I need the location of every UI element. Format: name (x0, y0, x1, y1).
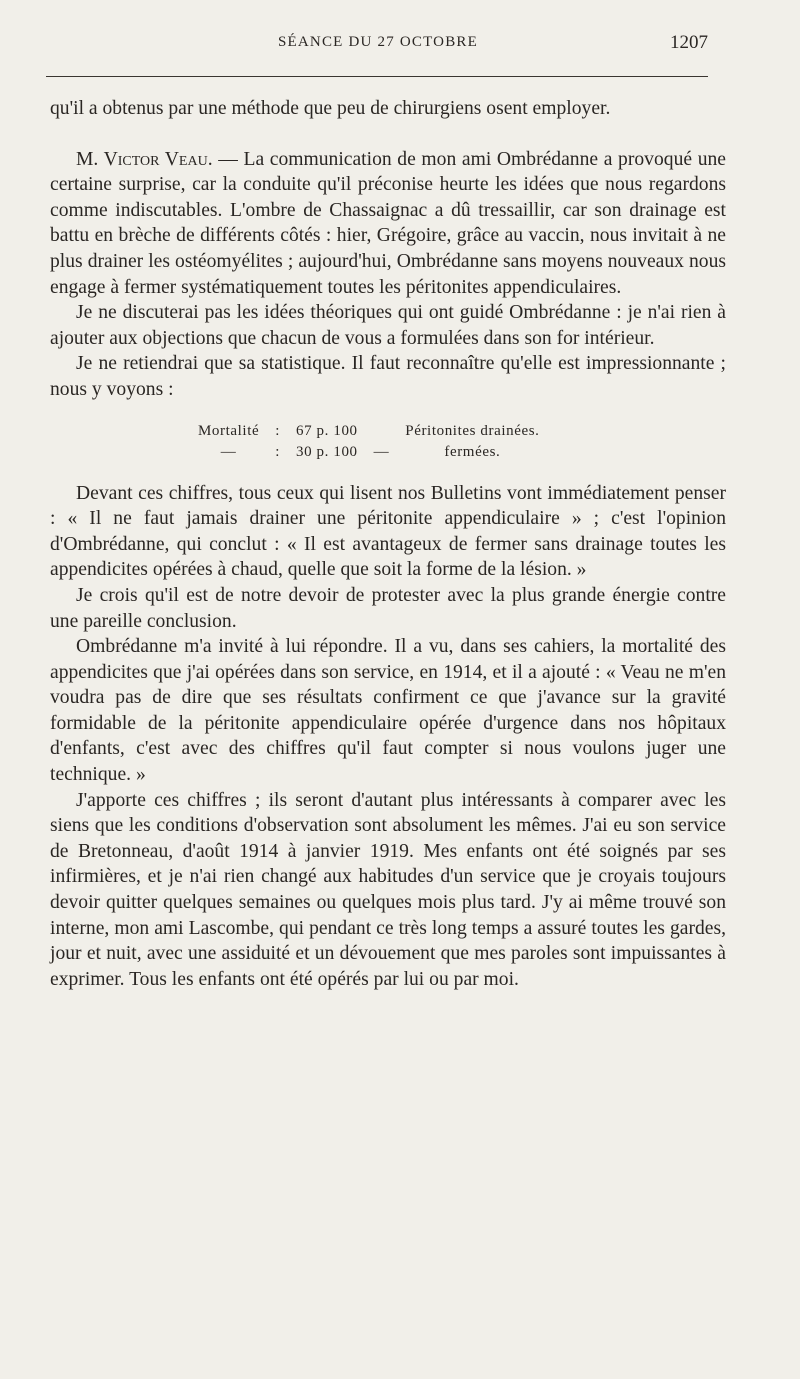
paragraph: qu'il a obtenus par une méthode que peu de chirurgiens osent employer. (50, 98, 611, 119)
paragraph: J'apporte ces chiffres ; ils seront d'autant plus intéressants à comparer avec les siens que les conditions d'observation sont absolument les mêmes. J'ai eu son service de Bretonneau, d'août 1914 à janvier 1919. Mes enfants ont été soignés par ses infirmières, et je n'ai rien changé aux habitudes d'un service que je croyais toujours devoir quitter quelques semaines ou quelques mois plus tard. J'y ai même trouvé son interne, mon ami Lascombe, qui pendant ce très long temps a assuré toutes les gardes, jour et nuit, avec une assiduité et un dévouement que mes paroles sont impuissantes à exprimer. Tous les enfants ont été opérés par lui ou par moi. (50, 789, 726, 990)
stat-label: Mortalité (198, 422, 260, 439)
stat-category: Péritonites drainées. (405, 422, 540, 439)
paragraph-text: — La communication de mon ami Ombrédanne a provoqué une certaine surprise, car la conduite qu'il préconise heurte les idées que nous regardons comme indiscutables. L'ombre de Chassaignac a dû tressaillir, car son drainage est battu en brèche de différents côtés : hier, Grégoire, grâce au vaccin, nous invitait à ne plus drainer les ostéomyélites ; aujourd'hui, Ombrédanne sans moyens nouveaux nous engage à fermer systématiquement toutes les péritonites appendiculaires. (50, 148, 726, 298)
paragraph: Devant ces chiffres, tous ceux qui lisent nos Bulletins vont immédiatement penser : « Il ne faut jamais drainer une péritonite appendiculaire » ; c'est l'opinion d'Ombrédanne, qui conclut : « Il est avantageux de fermer sans drainage toutes les appendicites opérées à chaud, quelle que soit la forme de la lésion. » (50, 482, 726, 581)
table-row (190, 421, 548, 442)
body-text (50, 96, 726, 992)
paragraph: Je ne retiendrai que sa statistique. Il faut reconnaître qu'elle est impressionnante ; nous y voyons : (50, 353, 726, 400)
paragraph-veau (50, 147, 726, 301)
speaker-name: M. Victor Veau. (76, 148, 213, 170)
stat-value: 30 p. 100 (296, 443, 358, 460)
stat-dash: — (373, 443, 390, 460)
stat-value: 67 p. 100 (296, 422, 358, 439)
stat-dash (366, 421, 398, 442)
stat-colon: : (275, 443, 280, 460)
stat-label: — (220, 443, 237, 460)
table-row (190, 442, 548, 463)
running-header (48, 34, 708, 60)
page-number: 1207 (670, 32, 708, 53)
running-title: SÉANCE DU 27 OCTOBRE (278, 34, 478, 50)
statistics-table (190, 421, 548, 463)
paragraph: Je ne discuterai pas les idées théoriques qui ont guidé Ombrédanne : je n'ai rien à ajouter aux objections que chacun de vous a formulées dans son for intérieur. (50, 302, 726, 349)
paragraph: Je crois qu'il est de notre devoir de protester avec la plus grande énergie contre une pareille conclusion. (50, 584, 726, 632)
stat-colon: : (275, 422, 280, 439)
paragraph: Ombrédanne m'a invité à lui répondre. Il a vu, dans ses cahiers, la mortalité des appendicites que j'ai opérées dans son service, en 1914, et il a ajouté : « Veau ne m'en voudra pas de dire que ses résultats confirment ce que j'avance sur la gravité formidable de la péritonite appendiculaire opérée d'urgence dans nos hôpitaux d'enfants, c'est avec des chiffres qu'il faut compter si nous voulons juger une technique. » (50, 636, 726, 786)
stat-category: fermées. (444, 443, 501, 460)
header-rule (46, 76, 708, 77)
